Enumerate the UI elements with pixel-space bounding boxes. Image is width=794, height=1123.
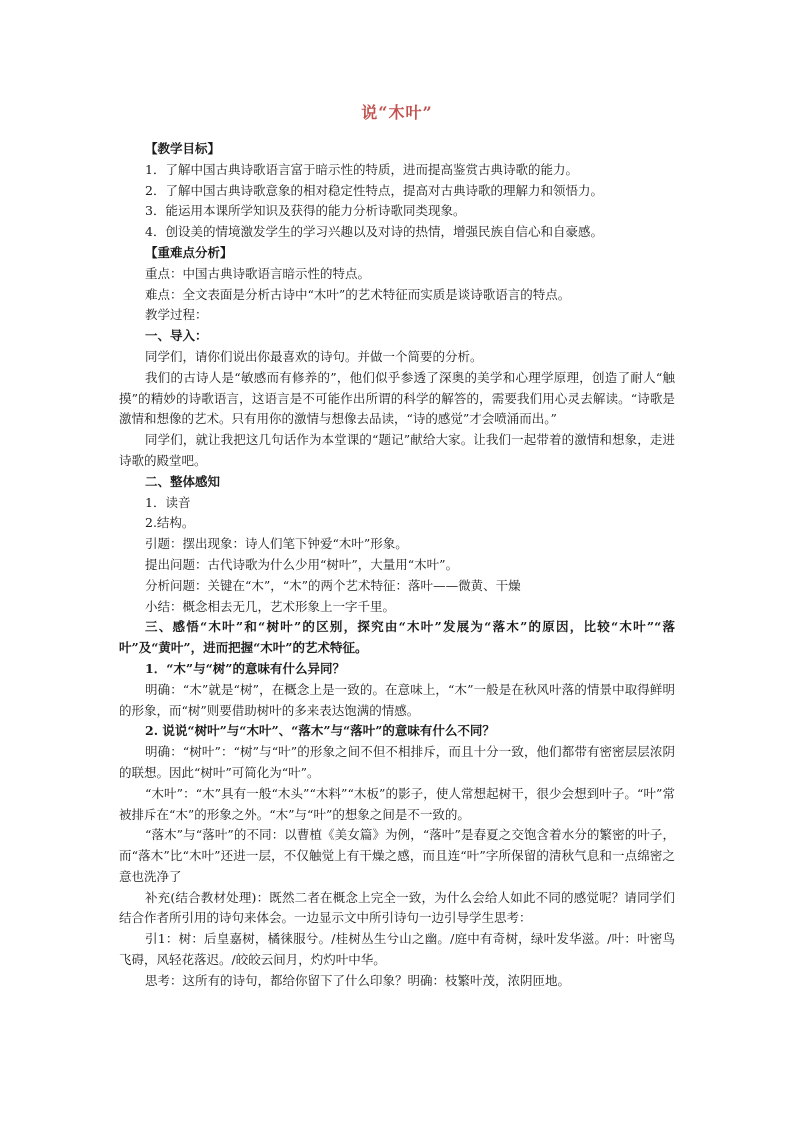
- process-label: 教学过程：: [145, 307, 208, 323]
- paragraph: 同学们，就让我把这几句话作为本堂课的“题记”献给大家。让我们一起带着的激情和想象，走进诗歌的殿堂吧。: [119, 432, 675, 468]
- paragraph: 引题：摆出现象：诗人们笔下钟爱“木叶”形象。: [145, 536, 408, 552]
- paragraph: 小结：概念相去无几，艺术形象上一字千里。: [145, 598, 396, 614]
- question-heading: 2. 说说“树叶”与“木叶”、“落木”与“落叶”的意味有什么不同？: [145, 723, 495, 739]
- paragraph: 我们的古诗人是“敏感而有修养的”，他们似乎参透了深奥的美学和心理学原理，创造了耐人“触摸”的精妙的诗歌语言，这语言是不可能作出所谓的科学的解答的，需要我们用心灵去解读。“诗歌是激情和想像的艺术。只有用你的激情与想像去品读，“诗的感觉”才会喷涌而出。”: [119, 369, 675, 427]
- paragraph: “落木”与“落叶”的不同：以曹植《美女篇》为例，“落叶”是春夏之交饱含着水分的繁密的叶子，而“落木”比“木叶”还进一层，不仅触觉上有干燥之感，而且连“叶”字所保留的清秋气息和一点绵密之意也洗净了: [119, 827, 675, 884]
- question-heading: 1．“木”与“树”的意味有什么异同？: [145, 660, 345, 676]
- paragraph: 明确：“木”就是“树”，在概念上是一致的。在意味上，“木”一般是在秋风叶落的情景中取得鲜明的形象，而“树”则要借助树叶的多来表达饱满的情感。: [119, 681, 675, 718]
- paragraph: 分析问题：关键在“木”，“木”的两个艺术特征：落叶——微黄、干燥: [145, 577, 521, 593]
- section-heading-overall: 二、整体感知: [145, 473, 221, 489]
- section-heading-objectives: 【教学目标】: [145, 141, 221, 156]
- objective-item: 1．了解中国古典诗歌语言富于暗示性的特质，进而提高鉴赏古典诗歌的能力。: [145, 161, 578, 177]
- key-point: 重点：中国古典诗歌语言暗示性的特点。: [145, 265, 371, 281]
- document-page: [119, 100, 675, 992]
- objective-item: 4．创设美的情境激发学生的学习兴趣以及对诗的热情，增强民族自信心和自豪感。: [145, 224, 603, 240]
- list-item: 1．读音: [145, 494, 191, 510]
- paragraph: 明确：“树叶”：“树”与“叶”的形象之间不但不相排斥，而且十分一致，他们都带有密密层层浓阴的联想。因此“树叶”可简化为“叶”。: [119, 744, 675, 780]
- section-heading-intro: 一、导入：: [145, 328, 208, 344]
- paragraph: 思考：这所有的诗句，都给你留下了什么印象？明确：枝繁叶茂，浓阴匝地。: [145, 972, 571, 988]
- section-heading-comparison: 三、感悟“木叶”和“树叶”的区别，探究由“木叶”发展为“落木”的原因，比较“木叶”“落叶”及“黄叶”，进而把握“木叶”的艺术特征。: [119, 619, 675, 656]
- section-heading-key-points: 【重难点分析】: [145, 244, 233, 260]
- objective-item: 2．了解中国古典诗歌意象的相对稳定性特点，提高对古典诗歌的理解力和领悟力。: [145, 182, 603, 198]
- objective-item: 3．能运用本课所学知识及获得的能力分析诗歌同类现象。: [145, 203, 466, 219]
- difficult-point: 难点：全文表面是分析古诗中“木叶”的艺术特征而实质是谈诗歌语言的特点。: [145, 286, 571, 302]
- page-title: 说“木叶”: [361, 103, 433, 122]
- list-item: 2.结构。: [145, 515, 195, 531]
- paragraph: “木叶”：“木”具有一般“木头”“木料”“木板”的影子，使人常想起树干，很少会想到叶子。“叶”常被排斥在“木”的形象之外。“木”与“叶”的想象之间是不一致的。: [119, 785, 675, 822]
- paragraph: 补充(结合教材处理)：既然二者在概念上完全一致，为什么会给人如此不同的感觉呢？请同学们结合作者所引用的诗句来体会。一边显示文中所引诗句一边引导学生思考：: [119, 889, 675, 926]
- paragraph: 提出问题：古代诗歌为什么少用“树叶”，大量用“木叶”。: [145, 556, 459, 572]
- quote-paragraph: 引1：树：后皇嘉树，橘徕服兮。/桂树丛生兮山之幽。/庭中有奇树，绿叶发华滋。/叶：叶密鸟飞碍，风轻花落迟。/皎皎云间月，灼灼叶中华。: [119, 931, 675, 968]
- paragraph: 同学们，请你们说出你最喜欢的诗句。并做一个简要的分析。: [145, 348, 483, 364]
